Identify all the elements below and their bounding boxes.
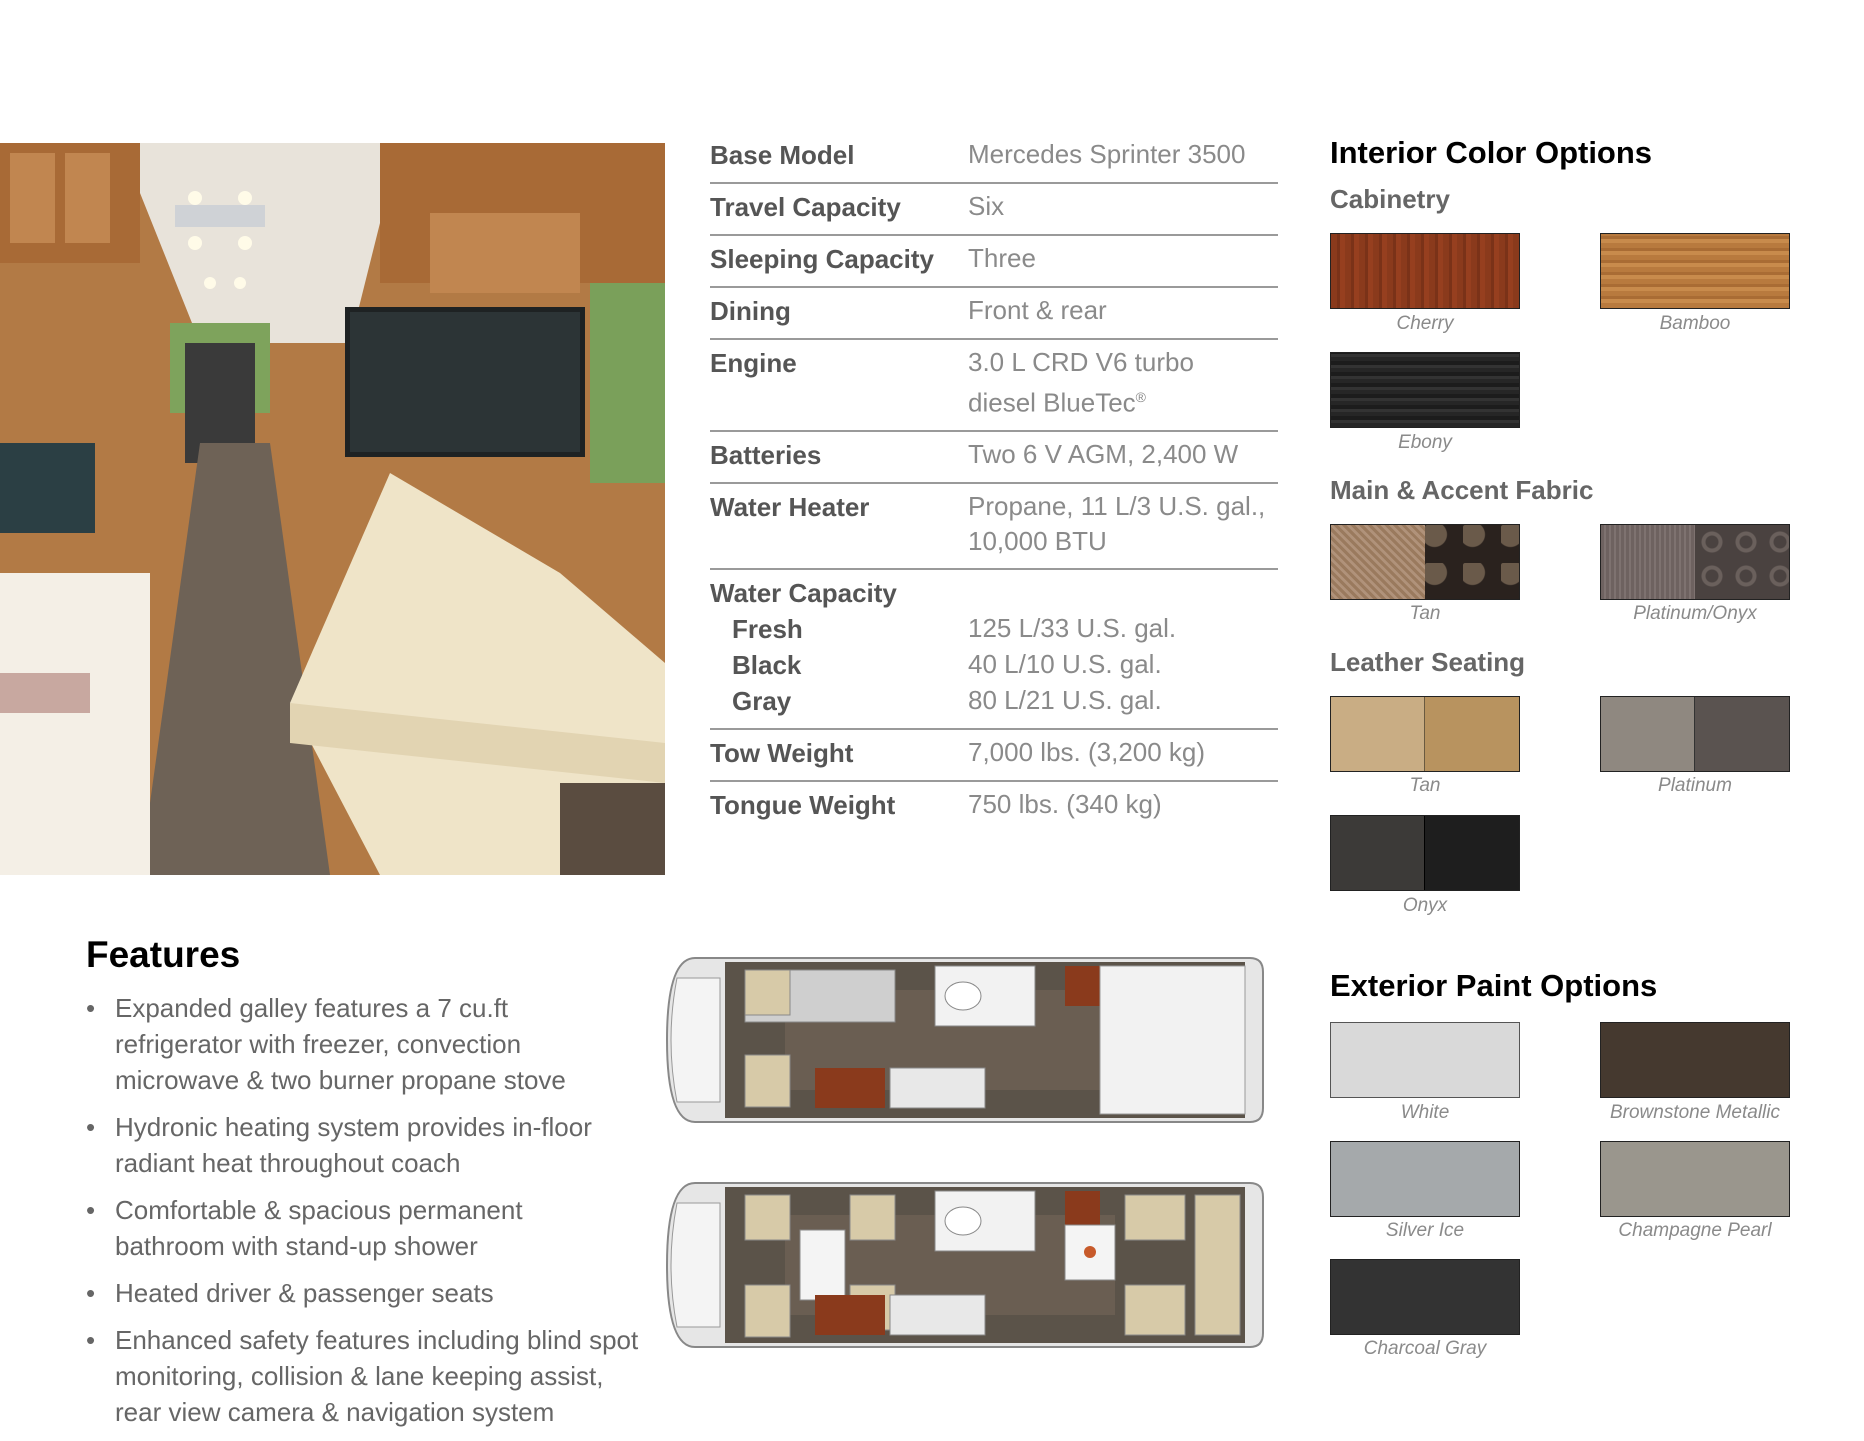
spec-value-line: 3.0 L CRD V6 turbo: [968, 347, 1194, 377]
spec-sub-label: Fresh: [732, 613, 803, 644]
spec-row-water-heater: [710, 484, 1278, 570]
spec-value-text: diesel BlueTec: [968, 387, 1136, 418]
swatch-label: Bamboo: [1659, 313, 1731, 334]
swatch-half-a: [1331, 697, 1425, 771]
spec-sub-row-gray: [710, 683, 1278, 719]
floorplan-1: [667, 958, 1263, 1122]
feature-line: • Enhanced safety features including blind spot: [115, 1325, 639, 1355]
swatch-cherry[interactable]: [1330, 233, 1520, 309]
feature-line: • Heated driver & passenger seats: [115, 1278, 494, 1308]
swatch-half-a: [1331, 816, 1425, 890]
swatch-brownstone-metallic[interactable]: [1600, 1022, 1790, 1098]
feature-line: • Hydronic heating system provides in-floor: [115, 1112, 592, 1142]
spec-value-line: Propane, 11 L/3 U.S. gal.,: [968, 490, 1266, 521]
registered-mark: ®: [1135, 389, 1146, 405]
feature-item: [86, 1322, 656, 1430]
spec-value: Two 6 V AGM, 2,400 W: [968, 438, 1239, 469]
swatch-fabric-tan[interactable]: [1330, 524, 1520, 600]
feature-line: rear view camera & navigation system: [115, 1397, 555, 1427]
swatch-charcoal-gray[interactable]: [1330, 1259, 1520, 1335]
interior-options-title: Interior Color Options: [1330, 135, 1653, 170]
swatch-half-a: [1601, 697, 1695, 771]
spec-value: Front & rear: [968, 295, 1107, 325]
spec-label: Dining: [710, 296, 791, 326]
spec-row-water-capacity: [710, 570, 1278, 730]
spec-sub-value: 40 L/10 U.S. gal.: [968, 648, 1162, 679]
leather-title: Leather Seating: [1330, 647, 1526, 677]
swatch-label: Platinum/Onyx: [1633, 603, 1757, 624]
swatch-half-a: [1601, 525, 1695, 599]
spec-row-engine: [710, 340, 1278, 432]
spec-sub-value: 125 L/33 U.S. gal.: [968, 612, 1177, 643]
swatch-leather-platinum[interactable]: [1600, 696, 1790, 772]
swatch-label: Platinum: [1658, 775, 1732, 796]
spec-label: Sleeping Capacity: [710, 244, 934, 274]
spec-value: Three: [968, 243, 1036, 273]
swatch-ebony[interactable]: [1330, 352, 1520, 428]
feature-item: [86, 1192, 656, 1264]
swatch-label: Champagne Pearl: [1618, 1220, 1772, 1241]
floorplan-graphic: [665, 930, 1270, 1380]
spec-sub-row-fresh: [710, 611, 1278, 647]
swatch-label: Cherry: [1396, 313, 1454, 334]
features-title: Features: [86, 934, 241, 975]
spec-sub-label: Black: [732, 649, 802, 680]
spec-row-tongue-weight: [710, 782, 1278, 832]
spec-label: Tow Weight: [710, 737, 854, 768]
feature-line: radiant heat throughout coach: [115, 1148, 461, 1178]
spec-sub-label: Gray: [732, 685, 792, 716]
spec-value: [968, 345, 1278, 421]
spec-label: Engine: [710, 348, 797, 378]
spec-row-batteries: [710, 432, 1278, 484]
feature-line: • Expanded galley features a 7 cu.ft: [115, 993, 509, 1023]
spec-row-dining: [710, 288, 1278, 340]
spec-value: [968, 489, 1278, 559]
features-list: [86, 990, 656, 1441]
swatch-fill: [1601, 234, 1789, 308]
spec-label: Tongue Weight: [710, 789, 896, 820]
specs-table: [710, 132, 1278, 832]
spec-value-line: [968, 380, 1278, 421]
swatch-half-b: [1694, 697, 1789, 771]
swatch-bamboo[interactable]: [1600, 233, 1790, 309]
spec-label: Water Heater: [710, 491, 870, 522]
cabinetry-title: Cabinetry: [1330, 184, 1450, 214]
feature-line: monitoring, collision & lane keeping assist,: [115, 1361, 604, 1391]
swatch-fill: [1331, 353, 1519, 427]
swatch-half-a: [1331, 525, 1425, 599]
spec-sub-row-black: [710, 647, 1278, 683]
exterior-options-title: Exterior Paint Options: [1330, 968, 1658, 1003]
spec-value: Six: [968, 191, 1005, 221]
swatch-fabric-platinum-onyx[interactable]: [1600, 524, 1790, 600]
spec-row-travel-capacity: [710, 184, 1278, 236]
floorplan-2: [667, 1183, 1263, 1347]
feature-line: refrigerator with freezer, convection: [115, 1029, 522, 1059]
swatch-half-b: [1424, 816, 1519, 890]
spec-label: Travel Capacity: [710, 192, 901, 222]
swatch-half-b: [1424, 697, 1519, 771]
swatch-white[interactable]: [1330, 1022, 1520, 1098]
spec-value: 750 lbs. (340 kg): [968, 788, 1162, 819]
feature-item: [86, 990, 656, 1098]
swatch-leather-tan[interactable]: [1330, 696, 1520, 772]
spec-value: 7,000 lbs. (3,200 kg): [968, 736, 1206, 767]
swatch-label: Tan: [1409, 603, 1441, 624]
spec-row-tow-weight: [710, 730, 1278, 782]
interior-photo-graphic: [0, 143, 665, 875]
spec-value: Mercedes Sprinter 3500: [968, 139, 1246, 169]
interior-photo: [0, 143, 665, 875]
feature-line: • Comfortable & spacious permanent: [115, 1195, 523, 1225]
swatch-label: Onyx: [1402, 895, 1448, 916]
swatch-label: Ebony: [1398, 432, 1452, 453]
spec-label: Water Capacity: [710, 577, 897, 608]
swatch-half-b: [1695, 525, 1789, 599]
feature-item: [86, 1275, 656, 1311]
swatch-fill: [1331, 234, 1519, 308]
swatch-label: White: [1400, 1102, 1450, 1123]
swatch-label: Tan: [1409, 775, 1441, 796]
swatch-half-b: [1425, 525, 1519, 599]
spec-label: Base Model: [710, 140, 855, 170]
swatch-label: Silver Ice: [1385, 1220, 1465, 1241]
spec-sub-value: 80 L/21 U.S. gal.: [968, 684, 1162, 715]
spec-value-line: 10,000 BTU: [968, 525, 1107, 556]
spec-row-sleeping-capacity: [710, 236, 1278, 288]
spec-row-base-model: [710, 132, 1278, 184]
swatch-silver-ice[interactable]: [1330, 1141, 1520, 1217]
feature-line: bathroom with stand-up shower: [115, 1231, 478, 1261]
swatch-label: Charcoal Gray: [1363, 1338, 1487, 1359]
swatch-label: Brownstone Metallic: [1609, 1102, 1781, 1123]
feature-item: [86, 1109, 656, 1181]
floorplans: [665, 930, 1270, 1380]
feature-line: microwave & two burner propane stove: [115, 1065, 566, 1095]
fabric-title: Main & Accent Fabric: [1330, 475, 1594, 505]
swatch-champagne-pearl[interactable]: [1600, 1141, 1790, 1217]
swatch-leather-onyx[interactable]: [1330, 815, 1520, 891]
spec-label: Batteries: [710, 439, 822, 470]
